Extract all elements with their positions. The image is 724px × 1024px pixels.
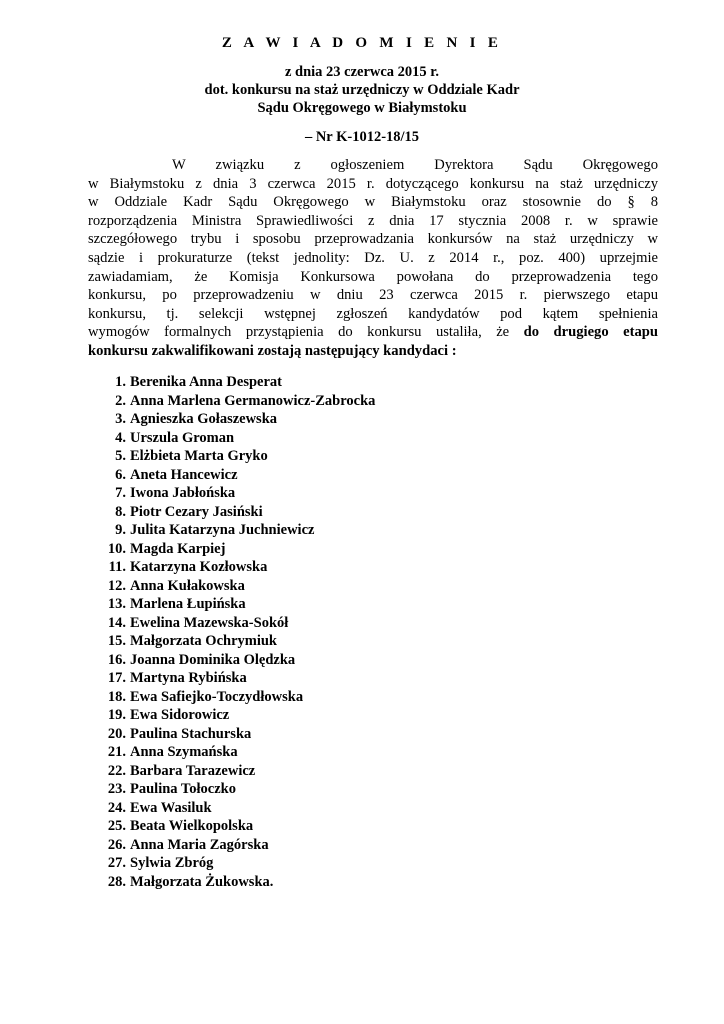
list-item-number: 13. [107,596,126,612]
list-item [100,484,375,503]
list-item [100,817,375,836]
candidate-name: Agnieszka Gołaszewska [130,411,278,427]
candidate-name: Ewa Wasiluk [130,799,212,816]
list-item-number: 8. [115,503,126,520]
body-line: konkursu, po przeprowadzeniu w dniu 23 czerwca 2015 r. pierwszego etapu [88,287,658,304]
list-item-number: 9. [115,522,126,538]
list-item [100,854,375,873]
list-item-number: 20. [107,725,126,742]
list-item-number: 17. [107,670,126,686]
list-item-number: 25. [107,818,126,834]
candidate-name: Ewa Sidorowicz [130,707,230,723]
list-item [100,429,375,448]
candidate-name: Małgorzata Żukowska. [130,873,274,890]
candidate-name: Magda Karpiej [130,540,226,557]
reference-number: – Nr K-1012-18/15 [304,129,420,145]
list-item-number: 16. [107,651,126,668]
list-item [100,836,375,855]
list-item [100,410,375,429]
body-emphasis: do drugiego etapu [523,324,658,341]
list-item [100,632,375,651]
candidate-name: Paulina Stachurska [130,725,252,742]
list-item-number: 19. [107,707,126,723]
body-line: konkursu, tj. selekcji wstępnej zgłoszeń kandydatów pod kątem spełnienia [88,305,658,322]
list-item [100,725,375,744]
list-item-number: 22. [107,762,126,779]
candidate-name: Sylwia Zbróg [130,855,214,871]
list-item-number: 23. [107,781,126,797]
list-item [100,706,375,725]
candidate-name: Anna Maria Zagórska [130,836,269,853]
body-line: zawiadamiam, że Komisja Konkursowa powołana do przeprowadzenia tego [88,268,658,285]
body-line: W związku z ogłoszeniem Dyrektora Sądu Okręgowego [172,157,658,173]
list-item [100,540,375,559]
body-line: w Oddziale Kadr Sądu Okręgowego w Białymstoku oraz stosownie do § 8 [88,194,658,211]
candidate-name: Ewelina Mazewska-Sokół [130,614,289,631]
candidate-name: Anna Szymańska [130,744,238,760]
list-item-number: 26. [107,836,126,853]
candidate-name: Katarzyna Kozłowska [130,559,268,575]
subject-line-2: Sądu Okręgowego w Białymstoku [257,100,467,116]
list-item [100,521,375,540]
list-item-number: 21. [107,744,126,760]
list-item-number: 7. [115,485,126,501]
body-line-text: wymogów formalnych przystąpienia do konkursu ustaliła, że [88,324,524,341]
candidate-name: Małgorzata Ochrymiuk [130,633,277,649]
candidate-name: Joanna Dominika Olędzka [130,651,296,668]
body-line [88,323,658,342]
list-item [100,651,375,670]
list-item-number: 18. [107,688,126,705]
body-line: sądzie i prokuraturze (tekst jednolity: Dz. U. z 2014 r., poz. 400) uprzejmie [88,249,658,266]
list-item [100,688,375,707]
list-item [100,392,375,411]
list-item-number: 14. [107,614,126,631]
subject-line-1: dot. konkursu na staż urzędniczy w Oddziale Kadr [204,82,520,98]
candidate-name: Anna Kułakowska [130,577,245,594]
candidate-name: Iwona Jabłońska [130,485,236,501]
list-item-number: 11. [108,559,126,575]
list-item-number: 15. [107,633,126,649]
list-item-number: 24. [107,799,126,816]
list-item [100,873,375,892]
candidate-name: Anna Marlena Germanowicz-Zabrocka [130,392,376,409]
list-item [100,780,375,799]
body-line: szczegółowego trybu i sposobu przeprowadzania konkursów na staż urzędniczy w [88,231,658,248]
list-item [100,466,375,485]
list-item [100,799,375,818]
list-item [100,577,375,596]
list-item [100,669,375,688]
candidate-name: Ewa Safiejko-Toczydłowska [130,688,304,705]
list-item [100,614,375,633]
list-item-number: 10. [107,540,126,557]
list-item-number: 27. [107,855,126,871]
list-item-number: 28. [107,873,126,890]
list-item [100,558,375,577]
candidate-name: Marlena Łupińska [130,596,246,612]
list-item-number: 3. [115,411,126,427]
candidate-name: Barbara Tarazewicz [130,762,256,779]
candidate-name: Elżbieta Marta Gryko [130,448,268,464]
candidate-name: Urszula Groman [130,429,235,446]
list-item [100,595,375,614]
list-item-number: 6. [115,466,126,483]
candidate-list [100,373,375,891]
candidate-name: Aneta Hancewicz [130,466,238,483]
body-emphasis: konkursu zakwalifikowani zostają następujący kandydaci : [88,342,457,359]
list-item [100,373,375,392]
candidate-name: Martyna Rybińska [130,670,247,686]
list-item [100,762,375,781]
candidate-name: Berenika Anna Desperat [130,374,282,390]
list-item [100,447,375,466]
candidate-name: Piotr Cezary Jasiński [130,503,263,520]
list-item-number: 1. [115,374,126,390]
list-item-number: 12. [107,577,126,594]
body-line [88,342,658,361]
body-paragraph [88,156,658,361]
list-item-number: 4. [115,429,126,446]
body-line: w Białymstoku z dnia 3 czerwca 2015 r. dotyczącego konkursu na staż urzędniczy [88,175,658,192]
candidate-name: Beata Wielkopolska [130,818,254,834]
date-line: z dnia 23 czerwca 2015 r. [284,64,440,80]
candidate-name: Paulina Tołoczko [130,781,236,797]
document-title: Z A W I A D O M I E N I E [221,35,503,51]
list-item-number: 5. [115,448,126,464]
list-item-number: 2. [115,392,126,409]
candidate-name: Julita Katarzyna Juchniewicz [130,522,315,538]
body-line: rozporządzenia Ministra Sprawiedliwości z dnia 17 stycznia 2008 r. w sprawie [88,212,658,229]
list-item [100,503,375,522]
list-item [100,743,375,762]
